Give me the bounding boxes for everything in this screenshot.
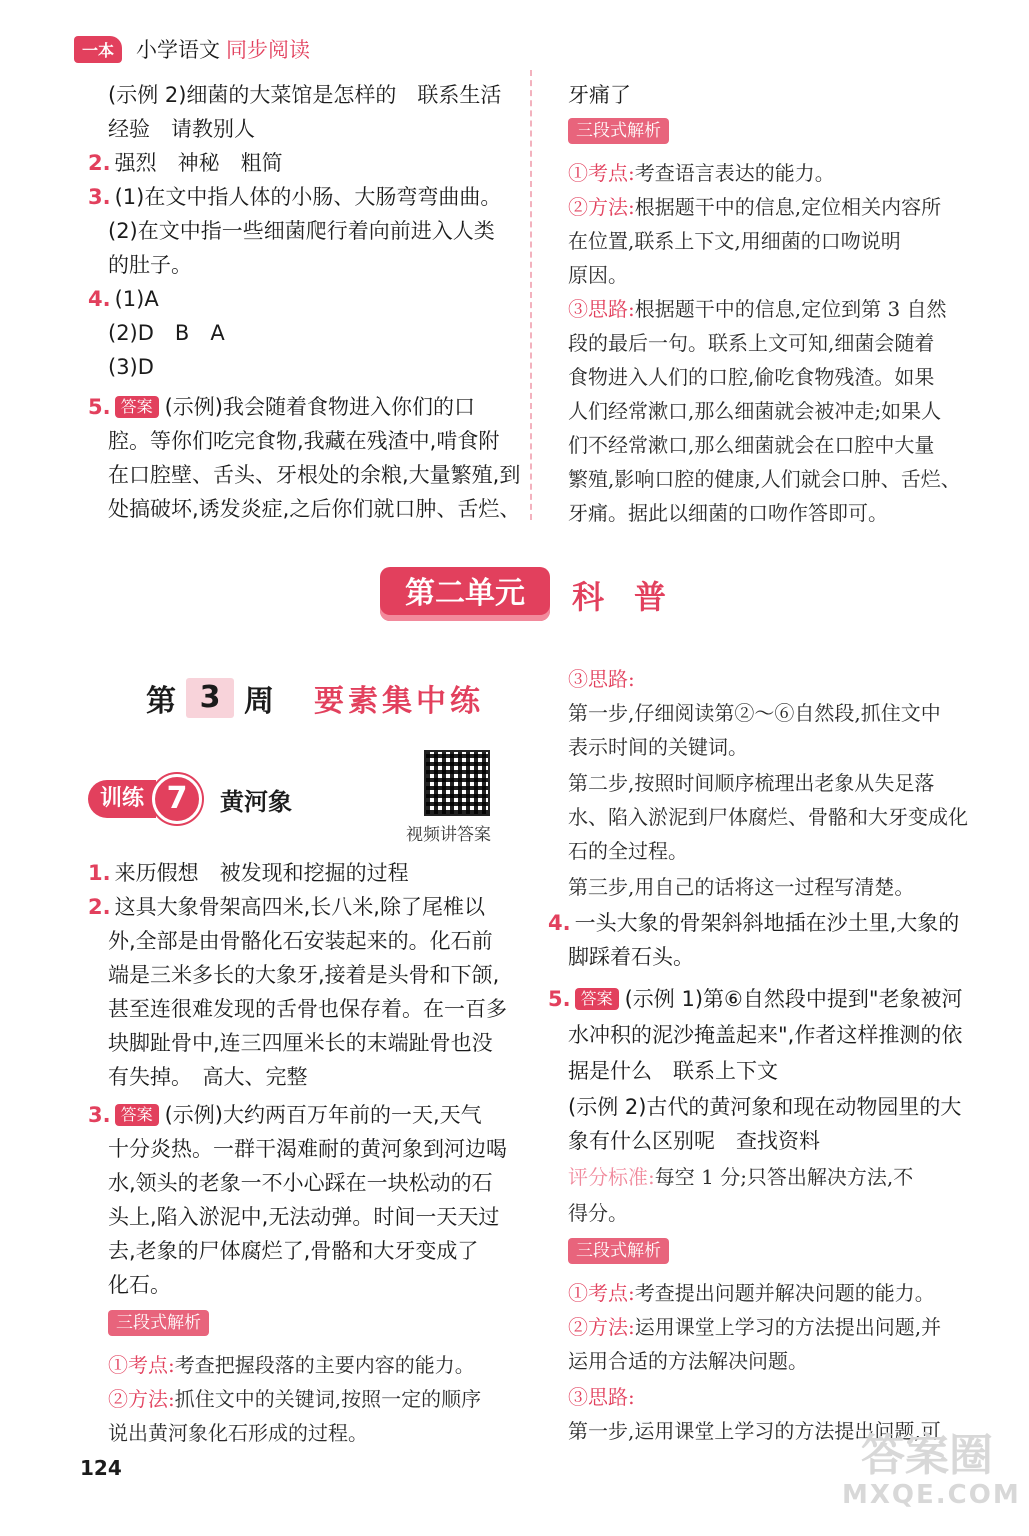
analysis-label (568, 118, 671, 146)
question-number: 2. (88, 151, 111, 175)
text-line: 第三步,用自己的话将这一过程写清楚。 (568, 875, 915, 899)
analysis-method-text: 运用课堂上学习的方法提出问题,并 (634, 1315, 942, 1339)
analysis-point-label: ①考点: (568, 1281, 635, 1305)
series-title: 小学语文 (136, 38, 221, 62)
analysis-point-text: 考查把握段落的主要内容的能力。 (174, 1353, 475, 1377)
question-5 (548, 982, 963, 1016)
text-line: 段的最后一句。联系上文可知,细菌会随着 (568, 331, 935, 355)
page-header (74, 34, 310, 64)
text-line: 食物进入人们的口腔,偷吃食物残渣。如果 (568, 365, 935, 389)
analysis-idea-label-text: ③思路: (568, 1385, 635, 1409)
text-line: 脚踩着石头。 (568, 945, 694, 969)
text-line: 在口腔壁、舌头、牙根处的余粮,大量繁殖,到 (108, 463, 521, 487)
text-line: 运用合适的方法解决问题。 (568, 1349, 808, 1373)
analysis-method (568, 1310, 941, 1344)
score-criteria-text: 每空 1 分;只答出解决方法,不 (654, 1165, 914, 1189)
text-line: 端是三米多长的大象牙,接着是头骨和下颌, (108, 963, 500, 987)
analysis-idea-label-text: ③思路: (568, 667, 635, 691)
score-criteria-label: 评分标准: (568, 1165, 655, 1189)
text-line: 的肚子。 (108, 253, 192, 277)
text-line: 得分。 (568, 1201, 628, 1225)
answer-badge: 答案 (115, 1104, 159, 1126)
text-line: 去,老象的尸体腐烂了,骨骼和大牙变成了 (108, 1239, 479, 1263)
week-suffix: 周 (244, 684, 274, 719)
text-line: 水,领头的老象一不小心踩在一块松动的石 (108, 1171, 493, 1195)
question-1 (88, 856, 409, 890)
analysis-point-text: 考查提出问题并解决问题的能力。 (634, 1281, 935, 1305)
text-line: (2)在文中指一些细菌爬行着向前进入人类 (108, 219, 495, 243)
text-line: (3)D (108, 355, 154, 379)
question-number: 4. (88, 287, 111, 311)
training-header (88, 778, 292, 820)
text-line: 繁殖,影响口腔的健康,人们就会口肿、舌烂、 (568, 467, 961, 491)
analysis-point-label: ①考点: (568, 161, 635, 185)
analysis-point (568, 1276, 935, 1310)
question-number: 5. (548, 987, 571, 1011)
question-5 (88, 390, 475, 424)
analysis-method-label: ②方法: (568, 195, 635, 219)
text-line: 第一步,运用课堂上学习的方法提出问题,可 (568, 1419, 941, 1443)
answer-text: (示例 1)第⑥自然段中提到"老象被河 (624, 987, 963, 1011)
answer-text: (1)A (114, 287, 159, 311)
question-number: 2. (88, 895, 111, 919)
score-criteria (568, 1160, 913, 1194)
watermark-text: 答案圈 (861, 1430, 993, 1481)
analysis-point (568, 156, 835, 190)
analysis-idea-label (568, 1380, 635, 1414)
question-number: 3. (88, 185, 111, 209)
analysis-method (108, 1382, 481, 1416)
analysis-method-label: ②方法: (568, 1315, 635, 1339)
answer-badge: 答案 (575, 988, 619, 1010)
analysis-point (108, 1348, 475, 1382)
watermark-url: MXQE.COM (842, 1480, 1021, 1510)
analysis-label-text: 三段式解析 (568, 118, 669, 144)
answer-text: 强烈 神秘 粗简 (114, 151, 283, 175)
analysis-method-label: ②方法: (108, 1387, 175, 1411)
text-line: 表示时间的关键词。 (568, 735, 748, 759)
week-prefix: 第 (146, 684, 176, 719)
analysis-label-text: 三段式解析 (108, 1310, 209, 1336)
question-number: 5. (88, 395, 111, 419)
text-line: 十分炎热。一群干渴难耐的黄河象到河边喝 (108, 1137, 507, 1161)
analysis-idea (568, 292, 947, 326)
text-line: 在位置,联系上下文,用细菌的口吻说明 (568, 229, 901, 253)
training-title: 黄河象 (220, 787, 293, 816)
analysis-method-text: 抓住文中的关键词,按照一定的顺序 (174, 1387, 482, 1411)
question-number: 4. (548, 911, 571, 935)
text-line: 经验 请教别人 (108, 117, 255, 141)
question-2 (88, 890, 485, 924)
page-number: 124 (80, 1456, 122, 1480)
analysis-idea-text: 根据题干中的信息,定位到第 3 自然 (634, 297, 947, 321)
text-line: 象有什么区别呢 查找资料 (568, 1129, 820, 1153)
analysis-idea-label: ③思路: (568, 297, 635, 321)
answer-text: 一头大象的骨架斜斜地插在沙土里,大象的 (574, 911, 960, 935)
text-line: (示例 2)细菌的大菜馆是怎样的 联系生活 (108, 83, 502, 107)
brand-logo: 一本 (74, 36, 122, 63)
question-4 (88, 282, 159, 316)
analysis-label (568, 1238, 671, 1266)
text-line: 化石。 (108, 1273, 171, 1297)
qr-code-icon[interactable] (424, 750, 490, 816)
answer-text: 这具大象骨架高四米,长八米,除了尾椎以 (114, 895, 485, 919)
question-2 (88, 146, 283, 180)
text-line: 们不经常漱口,那么细菌就会在口腔中大量 (568, 433, 935, 457)
series-subtitle: 同步阅读 (226, 38, 311, 62)
watermark (842, 1430, 1021, 1522)
answer-text: 来历假想 被发现和挖掘的过程 (114, 861, 409, 885)
text-line: 石的全过程。 (568, 839, 688, 863)
text-line: 说出黄河象化石形成的过程。 (108, 1421, 368, 1445)
column-divider (530, 70, 532, 520)
qr-label: 视频讲答案 (406, 825, 491, 845)
text-line: (示例 2)古代的黄河象和现在动物园里的大 (568, 1095, 962, 1119)
week-number: 3 (186, 678, 234, 718)
text-line: (2)D B A (108, 321, 225, 345)
question-3 (88, 180, 501, 214)
analysis-method-text: 根据题干中的信息,定位相关内容所 (634, 195, 942, 219)
analysis-point-label: ①考点: (108, 1353, 175, 1377)
text-line: 外,全部是由骨骼化石安装起来的。化石前 (108, 929, 493, 953)
question-number: 1. (88, 861, 111, 885)
answer-text: (示例)大约两百万年前的一天,天气 (164, 1103, 482, 1127)
text-line: 原因。 (568, 263, 628, 287)
question-4 (548, 906, 959, 940)
text-line: 第一步,仔细阅读第②～⑥自然段,抓住文中 (568, 701, 941, 725)
analysis-method (568, 190, 941, 224)
analysis-idea-label (568, 662, 635, 696)
question-3 (88, 1098, 482, 1132)
text-line: 腔。等你们吃完食物,我藏在残渣中,啃食附 (108, 429, 500, 453)
text-line: 块脚趾骨中,连三四厘米长的末端趾骨也没 (108, 1031, 493, 1055)
text-line: 水、陷入淤泥到尸体腐烂、骨骼和大牙变成化 (568, 805, 968, 829)
text-line: 处搞破坏,诱发炎症,之后你们就口肿、舌烂、 (108, 497, 521, 521)
training-number: 7 (152, 774, 202, 824)
answer-badge: 答案 (115, 396, 159, 418)
question-number: 3. (88, 1103, 111, 1127)
text-line: 牙痛了 (568, 83, 631, 107)
text-line: 水冲积的泥沙掩盖起来",作者这样推测的依 (568, 1023, 963, 1047)
text-line: 牙痛。据此以细菌的口吻作答即可。 (568, 501, 888, 525)
unit-subject: 科普 (572, 578, 697, 616)
answer-text: (1)在文中指人体的小肠、大肠弯弯曲曲。 (114, 185, 502, 209)
text-line: 甚至连很难发现的舌骨也保存着。在一百多 (108, 997, 507, 1021)
unit-banner: 第二单元 (380, 567, 550, 621)
text-line: 人们经常漱口,那么细菌就会被冲走;如果人 (568, 399, 942, 423)
text-line: 第二步,按照时间顺序梳理出老象从失足落 (568, 771, 935, 795)
text-line: 头上,陷入淤泥中,无法动弹。时间一天天过 (108, 1205, 500, 1229)
text-line: 据是什么 联系上下文 (568, 1059, 778, 1083)
analysis-label-text: 三段式解析 (568, 1238, 669, 1264)
text-line: 有失掉。 高大、完整 (108, 1065, 308, 1089)
analysis-label (108, 1310, 211, 1338)
training-label: 训练 (88, 780, 156, 818)
analysis-point-text: 考查语言表达的能力。 (634, 161, 835, 185)
week-subtitle: 要素集中练 (314, 684, 484, 719)
answer-text: (示例)我会随着食物进入你们的口 (164, 395, 475, 419)
week-title (146, 676, 484, 720)
